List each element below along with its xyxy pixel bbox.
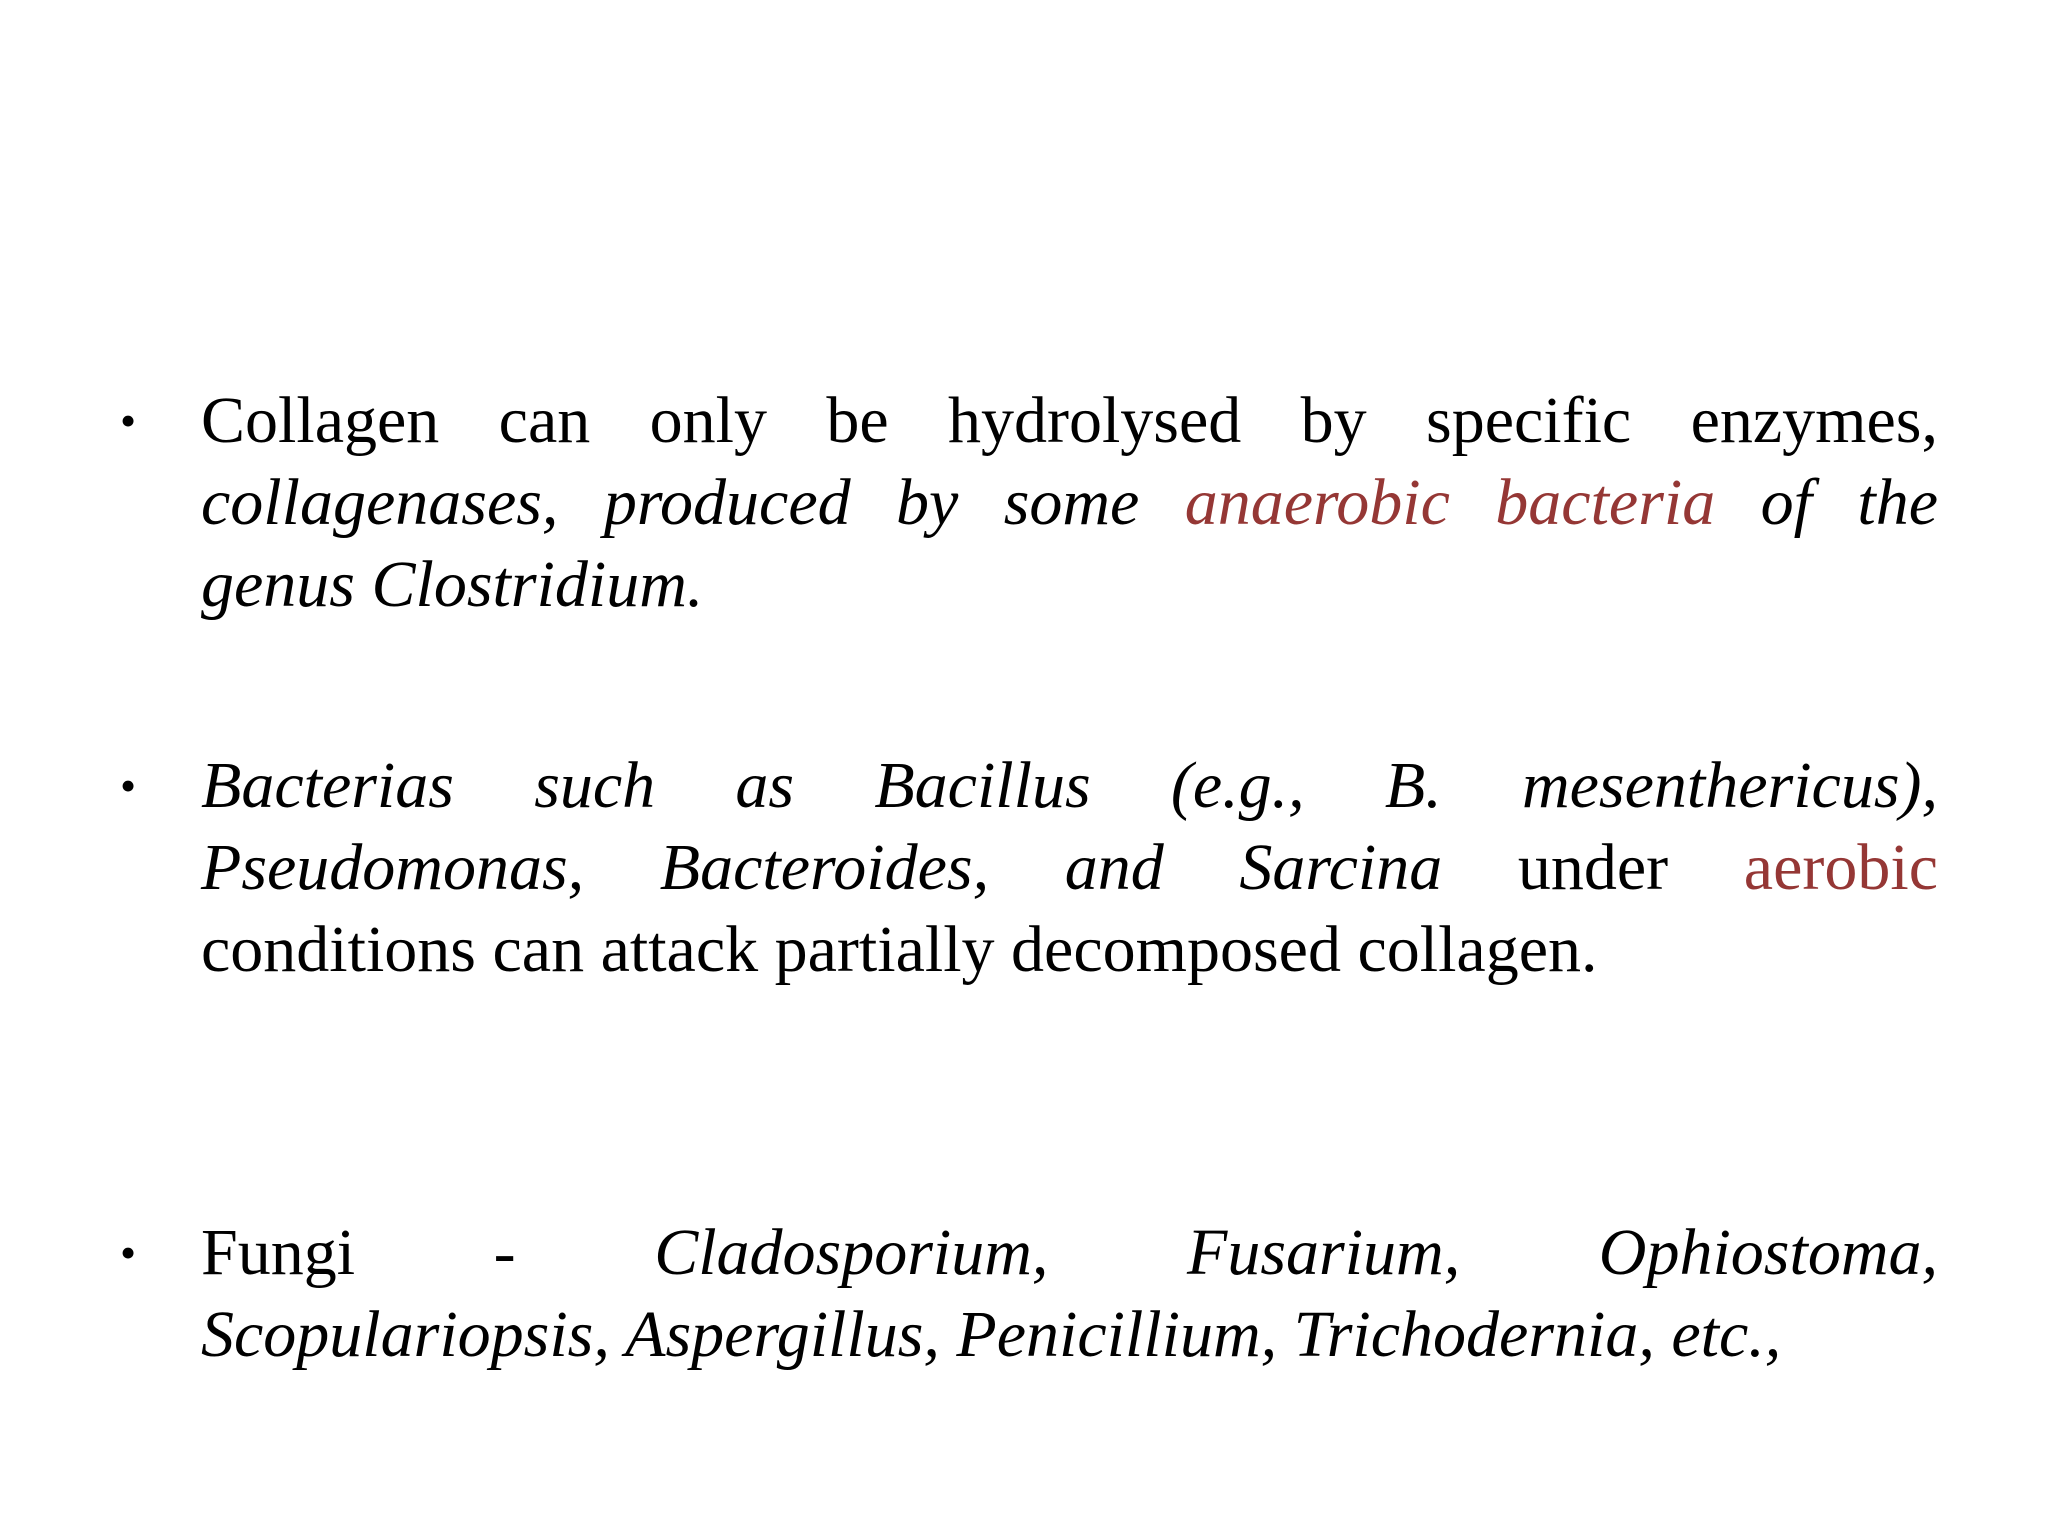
bullet-text <box>201 745 1938 991</box>
text-segment: Scopulariopsis, Aspergillus, Penicillium, Trichodernia, etc., <box>201 1298 1782 1371</box>
text-segment: conditions can attack partially decomposed collagen. <box>201 913 1598 986</box>
text-segment: Bacterias such as Bacillus (e.g., B. mesenthericus), <box>201 749 1938 822</box>
text-segment: genus Clostridium. <box>201 548 704 621</box>
text-segment: collagenases, produced by some <box>201 466 1185 539</box>
bullet-dot-icon: • <box>120 1227 137 1278</box>
text-segment: Fungi - <box>201 1216 655 1289</box>
bullet-dot-icon: • <box>120 760 137 811</box>
bullet-item-fungi <box>120 1212 1940 1376</box>
highlight-anaerobic-bacteria: anaerobic bacteria <box>1184 466 1716 539</box>
text-segment: of the <box>1715 466 1938 539</box>
text-segment: Cladosporium, Fusarium, Ophiostoma, <box>654 1216 1938 1289</box>
text-segment: under <box>1442 831 1744 904</box>
highlight-aerobic: aerobic <box>1743 831 1938 904</box>
bullet-item-bacterias <box>120 745 1940 991</box>
bullet-line <box>201 380 1938 462</box>
bullet-dot-icon: • <box>120 395 137 446</box>
bullet-line <box>201 462 1938 544</box>
bullet-item-collagen <box>120 380 1940 626</box>
bullet-line <box>201 745 1938 827</box>
bullet-line <box>201 1212 1938 1294</box>
bullet-text <box>201 380 1938 626</box>
bullet-line <box>201 1294 1938 1376</box>
text-segment: Collagen can only be hydrolysed by specific enzymes, <box>201 384 1938 457</box>
bullet-line <box>201 827 1938 909</box>
bullet-text <box>201 1212 1938 1376</box>
text-segment: Pseudomonas, Bacteroides, and Sarcina <box>201 831 1443 904</box>
bullet-line <box>201 544 1938 626</box>
bullet-line <box>201 909 1938 991</box>
